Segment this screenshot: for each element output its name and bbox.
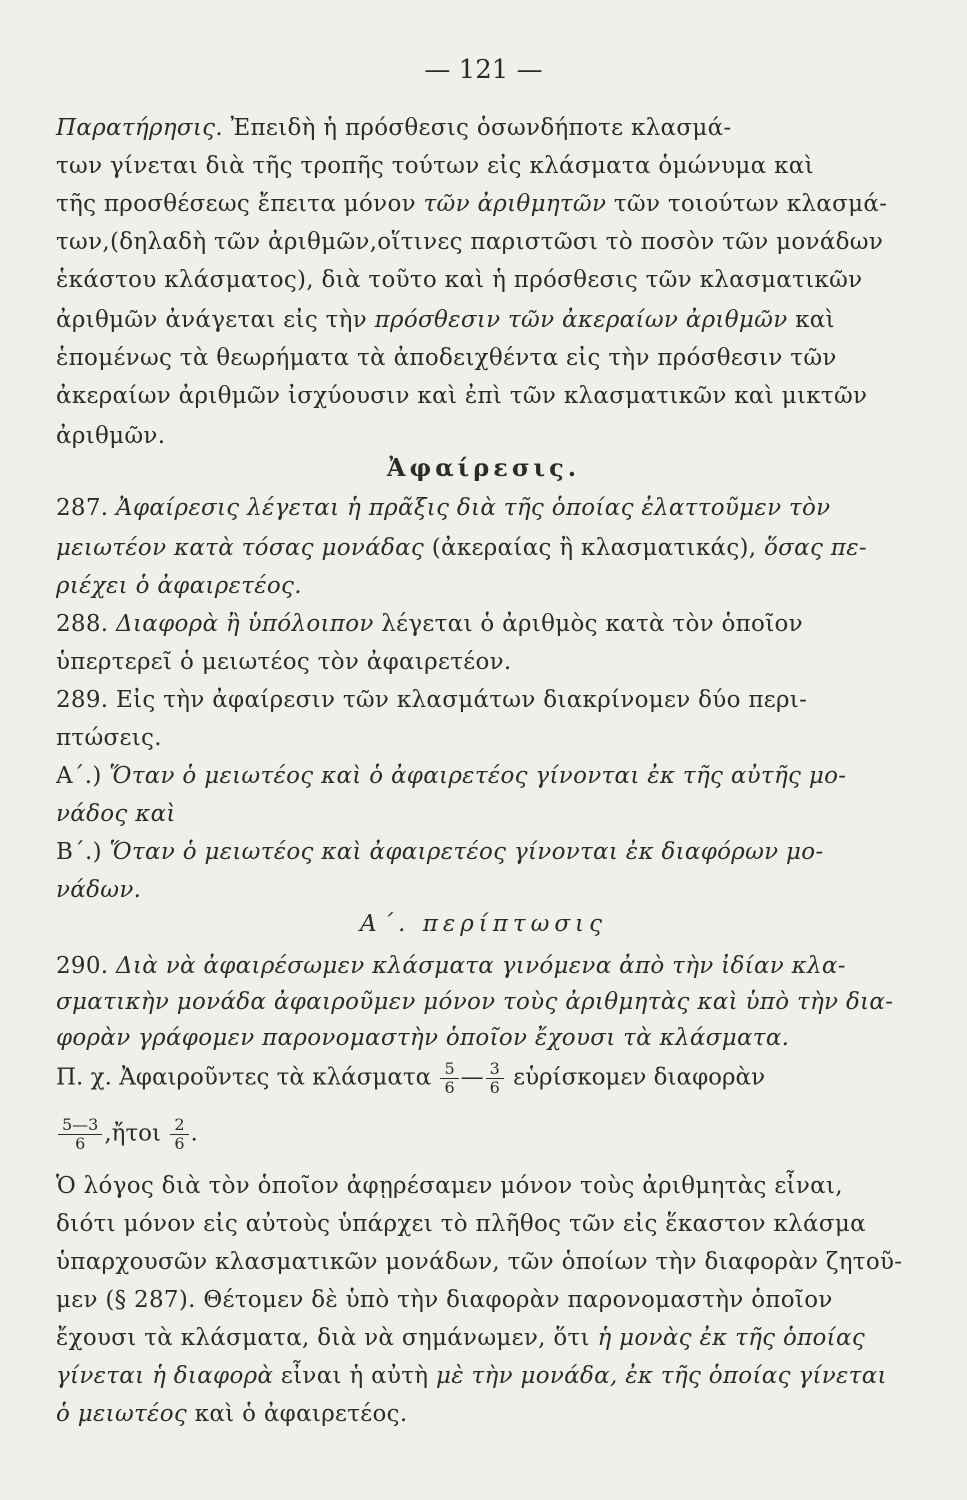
text-line xyxy=(56,1209,866,1239)
fraction-3-6 xyxy=(486,1060,504,1097)
fraction-2-6 xyxy=(170,1116,188,1153)
text-line xyxy=(56,151,814,181)
text-segment: ὑπερτερεῖ ὁ μειωτέος τὸν ἀφαιρετέον. xyxy=(56,649,512,675)
text-segment: Β΄.) xyxy=(56,839,110,865)
text-line xyxy=(56,305,835,335)
text-segment: γίνεται ἡ διαφορὰ xyxy=(56,1363,274,1389)
minus-sign: — xyxy=(460,1064,484,1091)
text-line xyxy=(56,1171,843,1201)
text-segment: ὁ μειωτέος xyxy=(56,1401,188,1427)
text-line xyxy=(56,533,867,563)
text-segment: Ὁ λόγος διὰ τὸν ὁποῖον ἀφῃρέσαμεν μόνον τοὺς ἀριθμητὰς εἶναι, xyxy=(56,1173,843,1199)
text-line xyxy=(56,1399,407,1429)
text-line xyxy=(56,1361,887,1391)
text-line xyxy=(56,1285,833,1315)
example-suffix: εὑρίσκομεν διαφορὰν xyxy=(513,1064,766,1091)
text-segment: τῶν ἀριθμητῶν xyxy=(423,191,607,217)
text-segment: 288. xyxy=(56,611,117,637)
text-segment: διότι μόνον εἰς αὐτοὺς ὑπάρχει τὸ πλῆθος τῶν εἰς ἕκαστον κλάσμα xyxy=(56,1211,866,1237)
text-segment: νάδων. xyxy=(56,877,142,903)
text-segment: 290. xyxy=(56,953,117,979)
text-segment: ἑκάστου κλάσματος), διὰ τοῦτο καὶ ἡ πρόσθεσις τῶν κλασματικῶν xyxy=(56,267,863,293)
text-segment: σματικὴν μονάδα ἀφαιροῦμεν μόνον τοὺς ἀριθμητὰς καὶ ὑπὸ τὴν δια- xyxy=(56,989,894,1015)
text-line xyxy=(56,421,165,451)
text-line xyxy=(56,799,176,829)
fraction-5-6 xyxy=(440,1060,458,1097)
text-segment: φορὰν γράφομεν παρονομαστὴν ὁποῖον ἔχουσι τὰ κλάσματα. xyxy=(56,1025,790,1051)
example-mid: ,ἤτοι xyxy=(104,1120,162,1147)
text-segment: 289. Εἰς τὴν ἀφαίρεσιν τῶν κλασμάτων διακρίνομεν δύο περι- xyxy=(56,687,808,713)
text-segment: μὲ τὴν μονάδα, ἐκ τῆς ὁποίας γίνεται xyxy=(436,1363,887,1389)
text-line xyxy=(56,1023,789,1053)
text-segment: ἔχουσι τὰ κλάσματα, διὰ νὰ σημάνωμεν, ὅτι xyxy=(56,1325,598,1351)
text-line xyxy=(56,647,511,677)
text-line xyxy=(56,685,807,715)
text-line xyxy=(56,265,862,295)
text-segment: Παρατήρησις. xyxy=(56,115,223,141)
example-line-1 xyxy=(56,1060,765,1097)
text-segment: καὶ ὁ ἀφαιρετέος. xyxy=(187,1401,408,1427)
text-line xyxy=(56,343,837,373)
text-line xyxy=(56,189,887,219)
text-line xyxy=(56,493,830,523)
text-segment: Ὅταν ὁ μειωτέος καὶ ὁ ἀφαιρετέος γίνονται ἐκ τῆς αὐτῆς μο- xyxy=(109,763,847,789)
text-line xyxy=(56,571,302,601)
text-segment: εἶναι ἡ αὐτὴ xyxy=(273,1363,436,1389)
text-line xyxy=(56,609,803,639)
fraction-5-minus-3-over-6 xyxy=(58,1116,102,1153)
text-segment: Ἀφαίρεσις λέγεται ἡ πρᾶξις διὰ τῆς ὁποίας ἐλαττοῦμεν τὸν xyxy=(116,495,831,521)
text-segment: ὑπαρχουσῶν κλασματικῶν μονάδων, τῶν ὁποίων τὴν διαφορὰν ζητοῦ- xyxy=(56,1249,903,1275)
text-segment: Ὅταν ὁ μειωτέος καὶ ἀφαιρετέος γίνονται ἐκ διαφόρων μο- xyxy=(109,839,824,865)
text-line xyxy=(56,113,732,143)
text-segment: Διαφορὰ ἢ ὑπόλοιπον xyxy=(116,611,374,637)
text-segment: καὶ xyxy=(787,307,835,333)
text-line xyxy=(56,1323,865,1353)
text-segment: νάδος καὶ xyxy=(56,801,176,827)
text-segment: πρόσθεσιν τῶν ἀκεραίων ἀριθμῶν xyxy=(374,307,788,333)
text-segment: των γίνεται διὰ τῆς τροπῆς τούτων εἰς κλάσματα ὁμώνυμα καὶ xyxy=(56,153,814,179)
text-segment: 287. xyxy=(56,495,117,521)
fraction-denominator: 6 xyxy=(444,1078,455,1097)
text-segment: ριέχει ὁ ἀφαιρετέος. xyxy=(56,573,302,599)
text-segment: (ἀκεραίας ἢ κλασματικάς), xyxy=(424,535,765,561)
fraction-numerator: 5—3 xyxy=(58,1116,102,1135)
text-segment: των,(δηλαδὴ τῶν ἀριθμῶν,οἵτινες παριστῶσι τὸ ποσὸν τῶν μονάδων xyxy=(56,229,884,255)
text-line xyxy=(56,951,846,981)
text-segment: τῶν τοιούτων κλασμά- xyxy=(606,191,888,217)
text-segment: ἀκεραίων ἀριθμῶν ἰσχύουσιν καὶ ἐπὶ τῶν κλασματικῶν καὶ μικτῶν xyxy=(56,383,868,409)
text-segment: μεν (§ 287). Θέτομεν δὲ ὑπὸ τὴν διαφορὰν παρονομαστὴν ὁποῖον xyxy=(56,1287,833,1313)
fraction-numerator: 2 xyxy=(170,1116,188,1135)
text-segment: ἑπομένως τὰ θεωρήματα τὰ ἀποδειχθέντα εἰς τὴν πρόσθεσιν τῶν xyxy=(56,345,837,371)
text-line xyxy=(56,837,824,867)
fraction-numerator: 5 xyxy=(440,1060,458,1079)
text-line xyxy=(56,381,867,411)
fraction-denominator: 6 xyxy=(75,1134,86,1153)
example-end: . xyxy=(190,1120,198,1147)
text-line xyxy=(56,875,141,905)
section-heading: Ἀφαίρεσις. xyxy=(386,453,581,482)
text-segment: ἀριθμῶν. xyxy=(56,423,166,449)
example-line-2 xyxy=(56,1116,198,1153)
text-line xyxy=(56,723,162,753)
text-segment: πτώσεις. xyxy=(56,725,162,751)
text-segment: τῆς προσθέσεως ἔπειτα μόνον xyxy=(56,191,424,217)
case-heading: Α΄. περίπτωσις xyxy=(360,911,607,937)
text-segment: Ἐπειδὴ ἡ πρόσθεσις ὁσωνδήποτε κλασμά- xyxy=(222,115,732,141)
text-line xyxy=(56,1247,902,1277)
text-segment: μειωτέον κατὰ τόσας μονάδας xyxy=(56,535,425,561)
example-prefix: Π. χ. Ἀφαιροῦντες τὰ κλάσματα xyxy=(56,1064,432,1091)
text-segment: Α΄.) xyxy=(56,763,110,789)
fraction-numerator: 3 xyxy=(486,1060,504,1079)
text-line xyxy=(56,987,893,1017)
text-segment: ὅσας πε- xyxy=(764,535,867,561)
text-line xyxy=(56,227,883,257)
text-segment: Διὰ νὰ ἀφαιρέσωμεν κλάσματα γινόμενα ἀπὸ τὴν ἰδίαν κλα- xyxy=(116,953,846,979)
page-number: — 121 — xyxy=(424,55,543,85)
text-segment: ἡ μονὰς ἐκ τῆς ὁποίας xyxy=(597,1325,866,1351)
text-line xyxy=(56,761,846,791)
fraction-denominator: 6 xyxy=(174,1134,185,1153)
fraction-denominator: 6 xyxy=(489,1078,500,1097)
text-segment: λέγεται ὁ ἀριθμὸς κατὰ τὸν ὁποῖον xyxy=(373,611,803,637)
text-segment: ἀριθμῶν ἀνάγεται εἰς τὴν xyxy=(56,307,375,333)
